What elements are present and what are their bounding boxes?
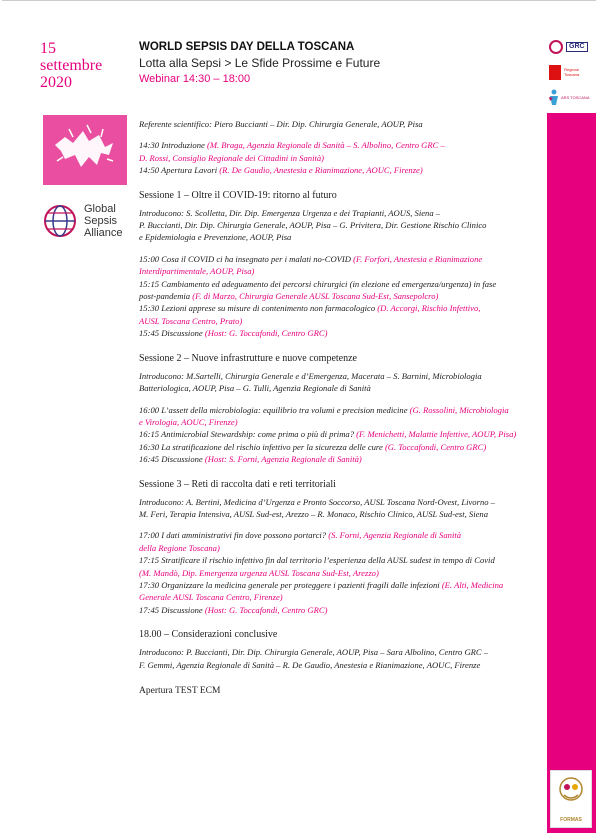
webinar-time: Webinar 14:30 – 18:00 — [139, 73, 251, 85]
session-intro: Introducono: P. Buccianti, Dir. Dip. Chirurgia Generale, AOUP, Pisa – Sara Albolino, Centro GRC – — [139, 647, 489, 658]
side-accent-bar — [547, 113, 596, 833]
session-title: Sessione 3 – Reti di raccolta dati e reti territoriali — [139, 478, 336, 490]
date-day: 15 — [40, 40, 56, 57]
agenda-item: 17:00 I dati amministrativi fin dove possono portarci? (S. Forni, Agenzia Regionale di Sanità — [139, 530, 462, 541]
abstract-figure-icon — [43, 115, 127, 185]
session-intro: Introducono: A. Bertini, Medicina d’Urgenza e Pronto Soccorso, AUSL Toscana Nord-Ovest, Livorno – — [139, 496, 495, 507]
agenda-item-cont: (M. Mandò, Dip. Emergenza urgenza AUSL Toscana Sud-Est, Arezzo) — [139, 567, 379, 578]
agenda-item-cont: e Virologia, AOUC, Firenze) — [139, 416, 238, 427]
event-date — [40, 40, 102, 91]
grc-circle-icon — [549, 40, 563, 54]
date-year: 2020 — [40, 74, 72, 91]
session-intro: Introducono: M.Sartelli, Chirurgia Generale e d’Emergenza, Macerata – S. Barnini, Microbiologia — [139, 370, 482, 381]
globe-icon — [42, 203, 78, 239]
ars-figure-icon — [549, 89, 559, 105]
agenda-item-cont: AUSL Toscana Centro, Prato) — [139, 315, 243, 326]
regione-shield-icon — [549, 65, 561, 80]
agenda-item: 17:45 Discussione (Host: G. Toccafondi, Centro GRC) — [139, 604, 328, 615]
session-intro: Introducono: S. Scolletta, Dir. Dip. Emergenza Urgenza e dei Trapianti, AOUS, Siena – — [139, 207, 441, 218]
session-title: Sessione 1 – Oltre il COVID-19: ritorno al futuro — [139, 189, 337, 201]
agenda-item-cont: della Regione Toscana) — [139, 542, 220, 553]
agenda-item: 15:45 Discussione (Host: G. Toccafondi, Centro GRC) — [139, 328, 328, 339]
agenda-item-cont: Interdipartimentale, AOUP, Pisa) — [139, 266, 255, 277]
session-intro: M. Feri, Terapia Intensiva, AUSL Sud-est, Arezzo – R. Monaco, Rischio Clinico, AUSL Sud-est, Siena — [139, 508, 488, 519]
grc-logo: GRC — [549, 38, 593, 56]
agenda-item: 14:30 Introduzione (M. Braga, Agenzia Regionale di Sanità – S. Albolino, Centro GRC – — [139, 140, 445, 151]
date-month: settembre — [40, 57, 103, 74]
agenda-item: 16:00 L’assett della microbiologia: equilibrio tra volumi e precision medicine (G. Rossolini, Microbiologia — [139, 404, 509, 415]
session-intro: Batteriologica, AOUP, Pisa – G. Tulli, Agenzia Regionale di Sanità — [139, 383, 371, 394]
agenda-item: 16:45 Discussione (Host: S. Forni, Agenzia Regionale di Sanità) — [139, 454, 362, 465]
formas-emblem-icon — [551, 771, 591, 809]
program-content — [139, 118, 539, 698]
scientific-referent: Referente scientifico: Piero Buccianti – Dir. Dip. Chirurgia Generale, AOUP, Pisa — [139, 119, 423, 129]
agenda-item: 16:15 Antimicrobial Stewardship: come prima o più di prima? (F. Menichetti, Malattie Infettive, AOUP, Pisa) — [139, 429, 517, 440]
agenda-item: 17:15 Stratificare il rischio infettivo fin dal territorio l’esperienza della AUSL sudest in tempo di Covid — [139, 555, 495, 566]
page-title: WORLD SEPSIS DAY DELLA TOSCANA — [139, 41, 355, 53]
decorative-image — [43, 115, 127, 185]
session-intro: P. Buccianti, Dir. Dip. Chirurgia Generale, AOUP, Pisa – G. Privitera, Dir. Gestione Rischio Clinico — [139, 220, 487, 231]
document-header — [139, 40, 539, 87]
agenda-item: 17:30 Organizzare la medicina generale per proteggere i pazienti fragili dalle infezioni (E. Alti, Medicina — [139, 579, 504, 590]
ars-toscana-logo: ARS TOSCANA — [549, 88, 593, 106]
agenda-item: 14:50 Apertura Lavori (R. De Gaudio, Anestesia e Rianimazione, AOUC, Firenze) — [139, 165, 423, 176]
session-title: Sessione 2 – Nuove infrastrutture e nuove competenze — [139, 352, 357, 364]
partner-logos — [549, 38, 593, 106]
session-intro: F. Gemmi, Agenzia Regionale di Sanità – R. De Gaudio, Anestesia e Rianimazione, AOUC, Firenze — [139, 659, 481, 670]
session-title: 18.00 – Considerazioni conclusive — [139, 629, 278, 641]
agenda-item: 15:15 Cambiamento ed adeguamento dei percorsi chirurgici (in elezione ed emergenza/urgenza) in fase — [139, 278, 497, 289]
session-intro: e Epidemiologia e Prevenzione, AOUP, Pisa — [139, 232, 292, 243]
global-sepsis-alliance-logo: Global Sepsis Alliance — [42, 203, 123, 239]
agenda-item-cont: Generale AUSL Toscana Centro, Firenze) — [139, 592, 283, 603]
top-border — [2, 0, 596, 1]
regione-toscana-logo: Regione Toscana — [549, 64, 593, 80]
page-subtitle: Lotta alla Sepsi > Le Sfide Prossime e Future — [139, 56, 381, 70]
agenda-item: 15:30 Lezioni apprese su misure di contenimento non farmacologico (D. Accorgi, Rischio Infettivo, — [139, 303, 481, 314]
agenda-item-cont: D. Rossi, Consiglio Regionale dei Cittadini in Sanità) — [139, 152, 325, 163]
closing-note: Apertura TEST ECM — [139, 686, 221, 696]
agenda-item: 15:00 Cosa il COVID ci ha insegnato per i malati no-COVID (F. Forfori, Anestesia e Rianimazione — [139, 253, 483, 264]
formas-logo: FORMAS — [550, 770, 592, 828]
agenda-item-cont: post-pandemia (F. di Marzo, Chirurgia Generale AUSL Toscana Sud-Est, Sansepolcro) — [139, 291, 439, 302]
agenda-item: 16:30 La stratificazione del rischio infettivo per la sicurezza delle cure (G. Toccafondi, Centro GRC) — [139, 441, 487, 452]
